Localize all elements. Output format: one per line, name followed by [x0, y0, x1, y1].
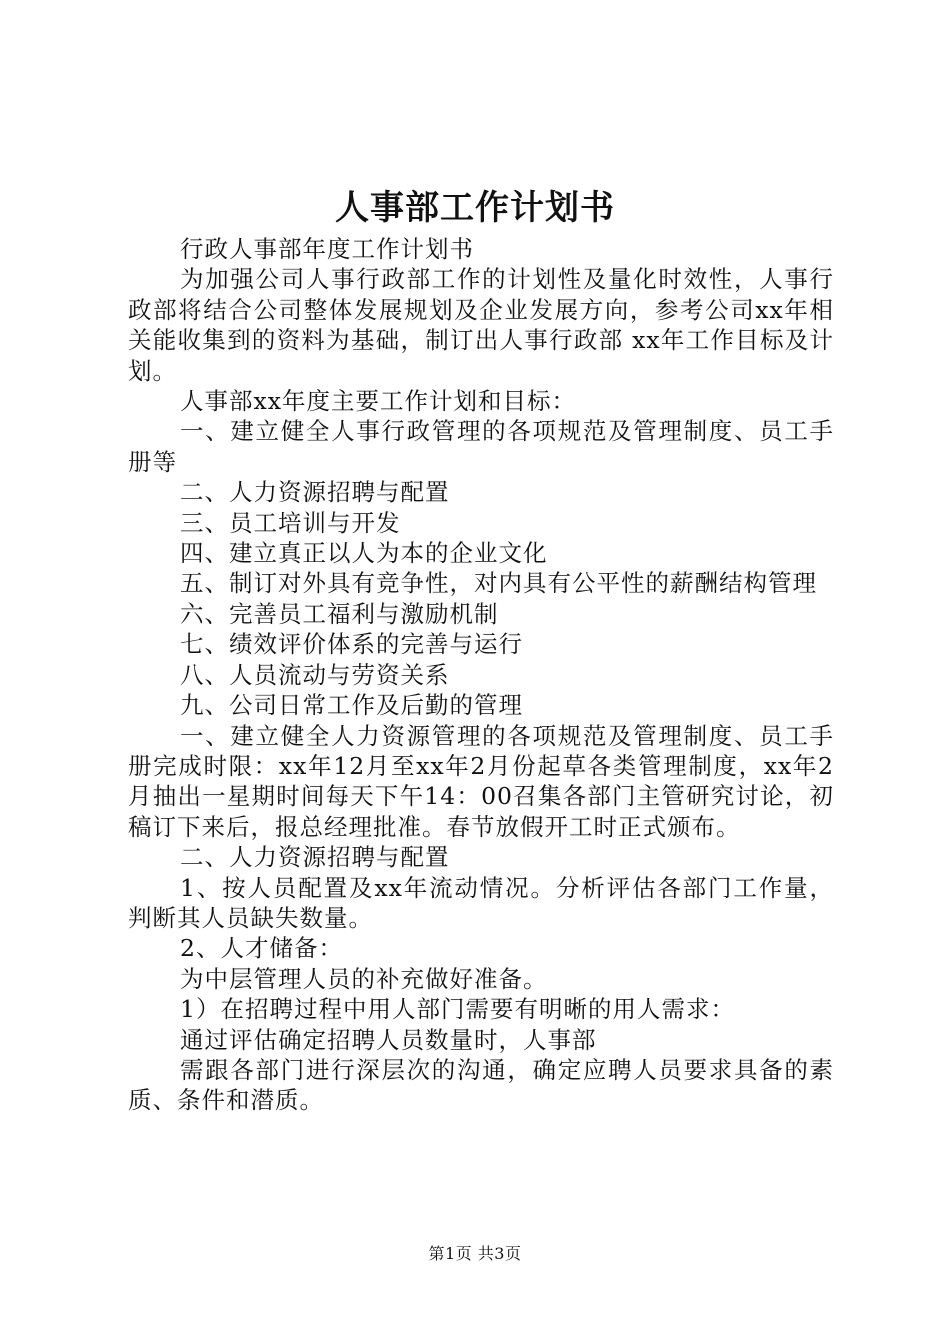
document-body	[128, 234, 834, 1116]
page-footer: 第1页 共3页	[428, 1244, 522, 1263]
document-title: 人事部工作计划书	[335, 188, 615, 228]
paragraph-section-2-item-2: 2、人才储备：	[180, 934, 343, 963]
paragraph-goal-2: 二、人力资源招聘与配置	[180, 478, 450, 507]
paragraph-goal-1: 一、建立健全人事行政管理的各项规范及管理制度、员工手册等	[128, 417, 834, 476]
paragraph-recruit-communicate: 需跟各部门进行深层次的沟通，确定应聘人员要求具备的素质、条件和潜质。	[128, 1055, 834, 1115]
paragraph-goal-3: 三、员工培训与开发	[180, 508, 401, 537]
paragraph-goal-6: 六、完善员工福利与激励机制	[180, 599, 499, 628]
paragraph-goal-4: 四、建立真正以人为本的企业文化	[180, 539, 548, 568]
paragraph-intro: 为加强公司人事行政部工作的计划性及量化时效性，人事行政部将结合公司整体发展规划及企业发展方向，参考公司xx年相关能收集到的资料为基础，制订出人事行政部 xx年工作目标及计划。	[128, 265, 834, 385]
paragraph-section-2-heading: 二、人力资源招聘与配置	[180, 843, 450, 872]
paragraph-goal-9: 九、公司日常工作及后勤的管理	[180, 691, 523, 720]
paragraph-subtitle: 行政人事部年度工作计划书	[180, 235, 474, 263]
paragraph-section-1: 一、建立健全人力资源管理的各项规范及管理制度、员工手册完成时限：xx年12月至xx年2月份起草各类管理制度，xx年2月抽出一星期时间每天下午14：00召集各部门主管研究讨论，初稿订下来后，报总经理批准。春节放假开工时正式颁布。	[128, 721, 834, 841]
paragraph-section-2-item-1: 1、按人员配置及xx年流动情况。分析评估各部门工作量，判断其人员缺失数量。	[128, 873, 834, 932]
paragraph-reserve-purpose: 为中层管理人员的补充做好准备。	[180, 964, 548, 993]
paragraph-recruit-need: 1）在招聘过程中用人部门需要有明晰的用人需求：	[180, 995, 735, 1024]
paragraph-recruit-assess: 通过评估确定招聘人员数量时，人事部	[180, 1025, 597, 1054]
paragraph-goal-5: 五、制订对外具有竞争性，对内具有公平性的薪酬结构管理	[180, 569, 817, 598]
paragraph-goal-7: 七、绩效评价体系的完善与运行	[180, 630, 523, 659]
paragraph-goals-heading: 人事部xx年度主要工作计划和目标：	[180, 387, 577, 416]
paragraph-goal-8: 八、人员流动与劳资关系	[180, 660, 450, 689]
